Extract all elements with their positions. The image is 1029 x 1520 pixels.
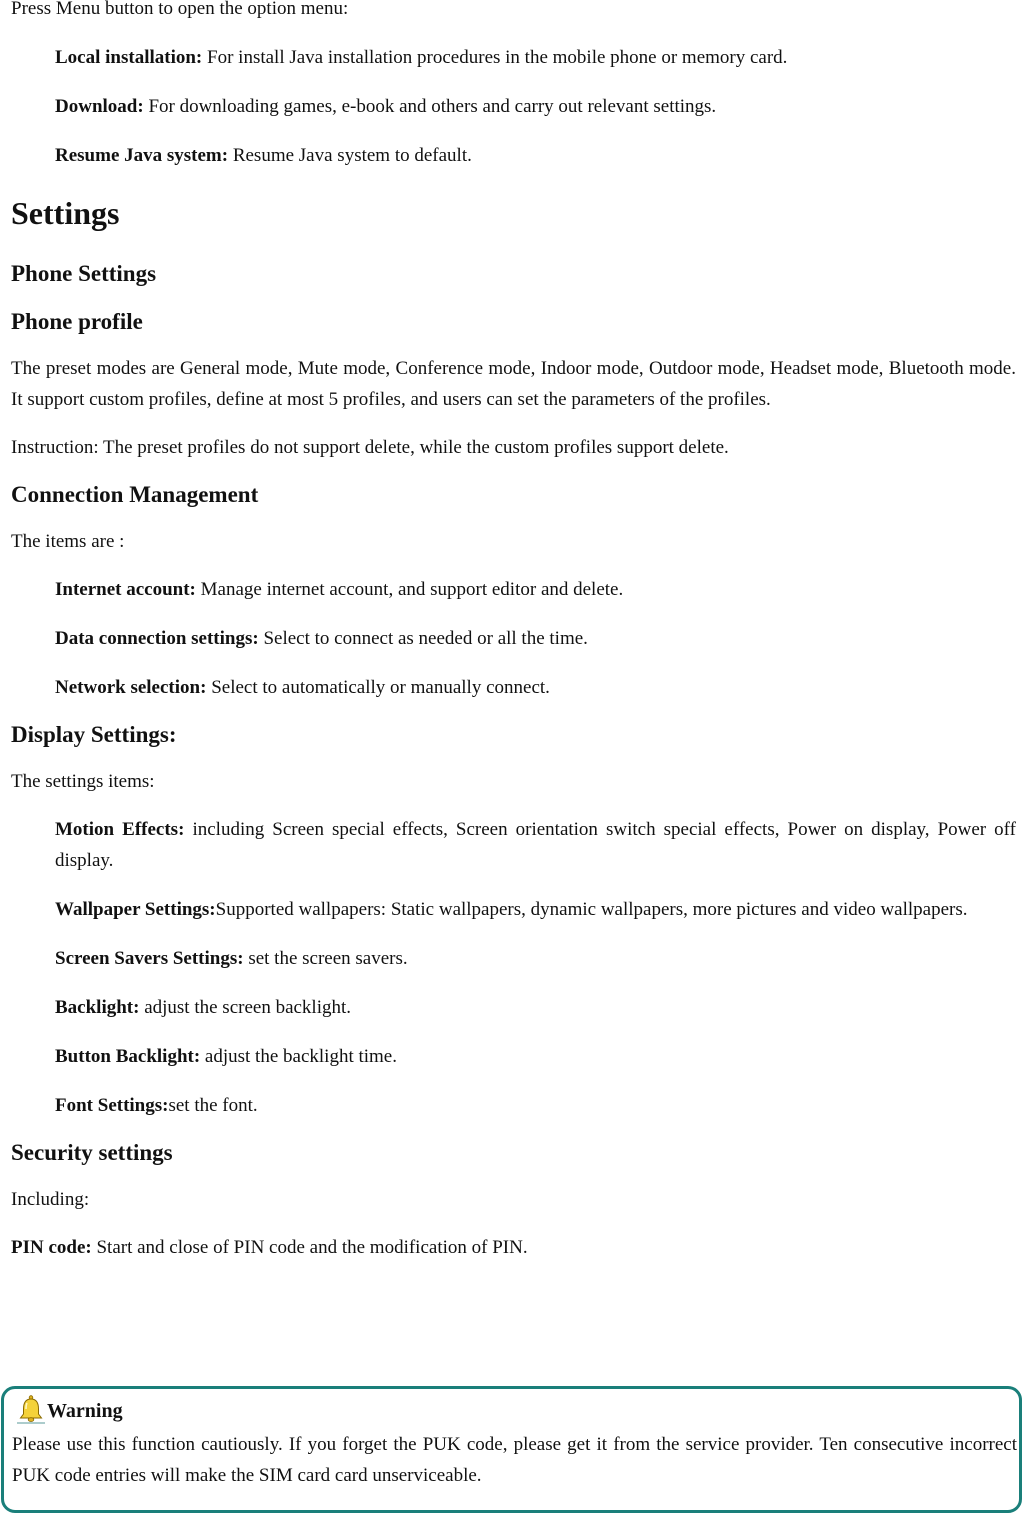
display-item-wallpaper bbox=[11, 894, 1016, 925]
connection-management-heading: Connection Management bbox=[11, 482, 259, 507]
security-intro: Including: bbox=[11, 1189, 90, 1210]
item-desc: including Screen special effects, Screen orientation switch special effects, Power on display, Power off display. bbox=[55, 819, 1016, 871]
document-page bbox=[11, 0, 1016, 1263]
settings-heading: Settings bbox=[11, 195, 120, 231]
java-item-download bbox=[11, 91, 1016, 122]
display-item-button-backlight bbox=[11, 1041, 1016, 1072]
security-settings-heading: Security settings bbox=[11, 1140, 173, 1165]
display-item-screen-savers bbox=[11, 943, 1016, 974]
item-term: Local installation: bbox=[55, 47, 203, 68]
connection-item-internet-account bbox=[11, 574, 1016, 605]
item-term: Data connection settings: bbox=[55, 628, 259, 649]
item-term: PIN code: bbox=[11, 1237, 92, 1258]
security-item-pin-code bbox=[11, 1232, 1016, 1263]
item-term: Download: bbox=[55, 96, 144, 117]
item-desc: Start and close of PIN code and the modification of PIN. bbox=[91, 1237, 528, 1258]
display-item-font-settings bbox=[11, 1090, 1016, 1121]
item-term: Wallpaper Settings: bbox=[55, 899, 216, 920]
warning-header bbox=[16, 1394, 123, 1424]
display-item-backlight bbox=[11, 992, 1016, 1023]
phone-profile-text: The preset modes are General mode, Mute mode, Conference mode, Indoor mode, Outdoor mode, Headset mode, Bluetooth mode. It support custom profiles, define at most 5 profiles, and users can set the parameters of the profiles. bbox=[11, 358, 1016, 410]
item-desc: adjust the screen backlight. bbox=[139, 997, 352, 1018]
item-desc: For install Java installation procedures in the mobile phone or memory card. bbox=[202, 47, 788, 68]
phone-profile-heading: Phone profile bbox=[11, 309, 143, 334]
connection-item-network-selection bbox=[11, 672, 1016, 703]
item-desc: Supported wallpapers: Static wallpapers, dynamic wallpapers, more pictures and video wallpapers. bbox=[215, 899, 968, 920]
item-desc: set the font. bbox=[168, 1095, 258, 1116]
display-intro: The settings items: bbox=[11, 771, 155, 792]
item-desc: Manage internet account, and support editor and delete. bbox=[195, 579, 624, 600]
warning-text: Please use this function cautiously. If you forget the PUK code, please get it from the service provider. Ten consecutive incorrect PUK code entries will make the SIM card card unserviceable. bbox=[12, 1434, 1017, 1486]
connection-item-data-connection bbox=[11, 623, 1016, 654]
item-desc: Select to automatically or manually connect. bbox=[206, 677, 550, 698]
item-term: Button Backlight: bbox=[55, 1046, 201, 1067]
phone-settings-heading: Phone Settings bbox=[11, 261, 157, 286]
item-term: Screen Savers Settings: bbox=[55, 948, 244, 969]
item-term: Resume Java system: bbox=[55, 145, 229, 166]
java-item-local-installation bbox=[11, 42, 1016, 73]
item-term: Backlight: bbox=[55, 997, 140, 1018]
java-item-resume bbox=[11, 140, 1016, 171]
phone-profile-instruction: Instruction: The preset profiles do not support delete, while the custom profiles support delete. bbox=[11, 437, 729, 458]
bell-icon bbox=[16, 1394, 46, 1424]
item-term: Network selection: bbox=[55, 677, 207, 698]
display-settings-heading: Display Settings: bbox=[11, 722, 177, 747]
item-desc: set the screen savers. bbox=[243, 948, 408, 969]
item-term: Motion Effects: bbox=[55, 819, 185, 840]
warning-box bbox=[1, 1386, 1022, 1513]
item-desc: For downloading games, e-book and others and carry out relevant settings. bbox=[143, 96, 717, 117]
item-desc: Select to connect as needed or all the time. bbox=[258, 628, 588, 649]
item-term: Font Settings: bbox=[55, 1095, 169, 1116]
connection-intro: The items are : bbox=[11, 531, 125, 552]
item-term: Internet account: bbox=[55, 579, 196, 600]
intro-text: Press Menu button to open the option menu: bbox=[11, 0, 349, 19]
display-item-motion-effects bbox=[11, 814, 1016, 876]
item-desc: adjust the backlight time. bbox=[200, 1046, 397, 1067]
warning-title: Warning bbox=[47, 1400, 123, 1422]
item-desc: Resume Java system to default. bbox=[228, 145, 472, 166]
